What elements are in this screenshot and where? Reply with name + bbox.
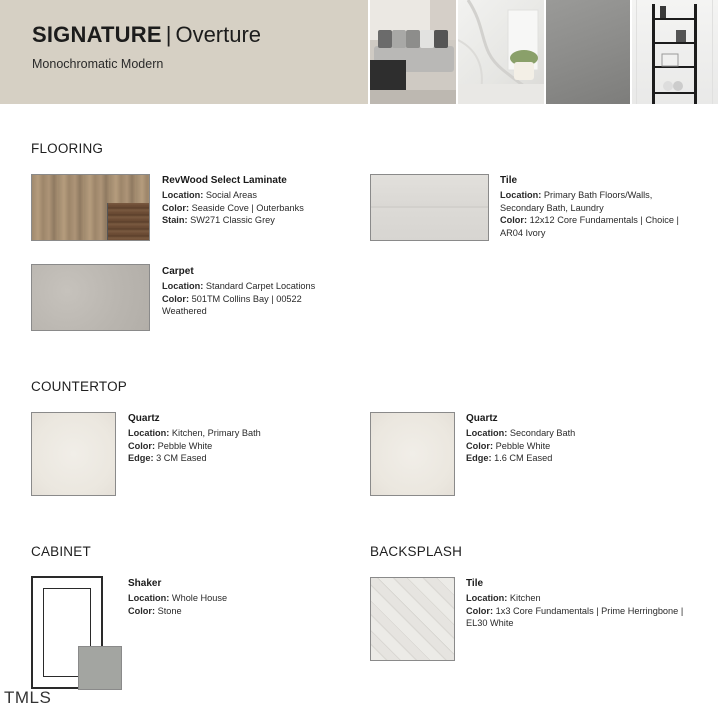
header-banner bbox=[0, 0, 718, 104]
location-label: Location: bbox=[162, 280, 204, 291]
laminate-stain: SW271 Classic Grey bbox=[190, 215, 275, 226]
quartz-secondary-swatch bbox=[370, 412, 455, 496]
color-label: Color: bbox=[128, 440, 156, 451]
shaker-location: Whole House bbox=[171, 592, 228, 603]
floor-tile-location-line1: Primary Bath Floors/Walls, bbox=[543, 189, 653, 200]
carpet-swatch bbox=[31, 264, 150, 331]
quartz-primary-spec bbox=[128, 413, 261, 465]
brand-name: Overture bbox=[175, 22, 262, 47]
living-room-photo bbox=[370, 0, 456, 104]
location-label: Location: bbox=[128, 427, 170, 438]
location-label: Location: bbox=[500, 189, 542, 200]
carpet-color-line2: Weathered bbox=[162, 306, 207, 317]
brand-separator: | bbox=[165, 22, 172, 47]
quartz-primary-location: Kitchen, Primary Bath bbox=[171, 427, 261, 438]
laminate-stain-swatch bbox=[107, 203, 149, 241]
backsplash-location: Kitchen bbox=[509, 592, 541, 603]
item-name: Quartz bbox=[466, 413, 498, 424]
color-label: Color: bbox=[500, 215, 528, 226]
quartz-primary-color: Pebble White bbox=[157, 440, 213, 451]
carpet-color-line1: 501TM Collins Bay | 00522 bbox=[191, 293, 302, 304]
backsplash-color-line2: EL30 White bbox=[466, 618, 514, 629]
quartz-secondary-color: Pebble White bbox=[495, 440, 551, 451]
item-name: Quartz bbox=[128, 413, 160, 424]
floor-tile-spec bbox=[500, 175, 679, 240]
header-title-band bbox=[0, 0, 368, 104]
collection-title bbox=[32, 22, 261, 48]
backsplash-color-line1: 1x3 Core Fundamentals | Prime Herringbone | bbox=[495, 605, 684, 616]
quartz-primary-edge: 3 CM Eased bbox=[156, 453, 207, 464]
floor-tile-location-line2: Secondary Bath, Laundry bbox=[500, 202, 604, 213]
brand-bold: SIGNATURE bbox=[32, 22, 162, 47]
section-title-cabinet: CABINET bbox=[31, 544, 91, 559]
item-name: Tile bbox=[466, 578, 484, 589]
laminate-spec bbox=[162, 175, 304, 227]
section-title-flooring: FLOORING bbox=[31, 141, 104, 156]
floor-tile-swatch bbox=[370, 174, 489, 241]
item-name: Carpet bbox=[162, 266, 194, 277]
item-name: Shaker bbox=[128, 578, 162, 589]
collection-tagline: Monochromatic Modern bbox=[32, 57, 164, 71]
laminate-swatch bbox=[31, 174, 150, 241]
color-label: Color: bbox=[466, 440, 494, 451]
location-label: Location: bbox=[466, 427, 508, 438]
quartz-primary-swatch bbox=[31, 412, 116, 496]
stone-color-swatch bbox=[78, 646, 122, 690]
floor-tile-color-line2: AR04 Ivory bbox=[500, 228, 546, 239]
location-label: Location: bbox=[162, 189, 204, 200]
herringbone-tile-swatch bbox=[370, 577, 455, 661]
tmls-logo: TMLS bbox=[4, 688, 52, 707]
backsplash-tile-spec bbox=[466, 578, 683, 630]
quartz-secondary-spec bbox=[466, 413, 575, 465]
quartz-secondary-location: Secondary Bath bbox=[509, 427, 576, 438]
carpet-spec bbox=[162, 266, 315, 318]
color-label: Color: bbox=[162, 293, 190, 304]
item-name: RevWood Select Laminate bbox=[162, 175, 287, 186]
concrete-texture-photo bbox=[546, 0, 630, 104]
shelving-photo bbox=[632, 0, 718, 104]
quartz-secondary-edge: 1.6 CM Eased bbox=[494, 453, 553, 464]
shaker-color: Stone bbox=[157, 605, 182, 616]
edge-label: Edge: bbox=[128, 453, 154, 464]
marble-plant-photo bbox=[458, 0, 544, 104]
laminate-color: Seaside Cove | Outerbanks bbox=[191, 202, 304, 213]
floor-tile-color-line1: 12x12 Core Fundamentals | Choice | bbox=[529, 215, 679, 226]
stain-label: Stain: bbox=[162, 215, 188, 226]
laminate-location: Social Areas bbox=[205, 189, 257, 200]
location-label: Location: bbox=[466, 592, 508, 603]
section-title-backsplash: BACKSPLASH bbox=[370, 544, 463, 559]
edge-label: Edge: bbox=[466, 453, 492, 464]
section-title-countertop: COUNTERTOP bbox=[31, 379, 128, 394]
carpet-location: Standard Carpet Locations bbox=[205, 280, 316, 291]
color-label: Color: bbox=[128, 605, 156, 616]
shaker-spec bbox=[128, 578, 227, 617]
color-label: Color: bbox=[162, 202, 190, 213]
item-name: Tile bbox=[500, 175, 518, 186]
color-label: Color: bbox=[466, 605, 494, 616]
location-label: Location: bbox=[128, 592, 170, 603]
